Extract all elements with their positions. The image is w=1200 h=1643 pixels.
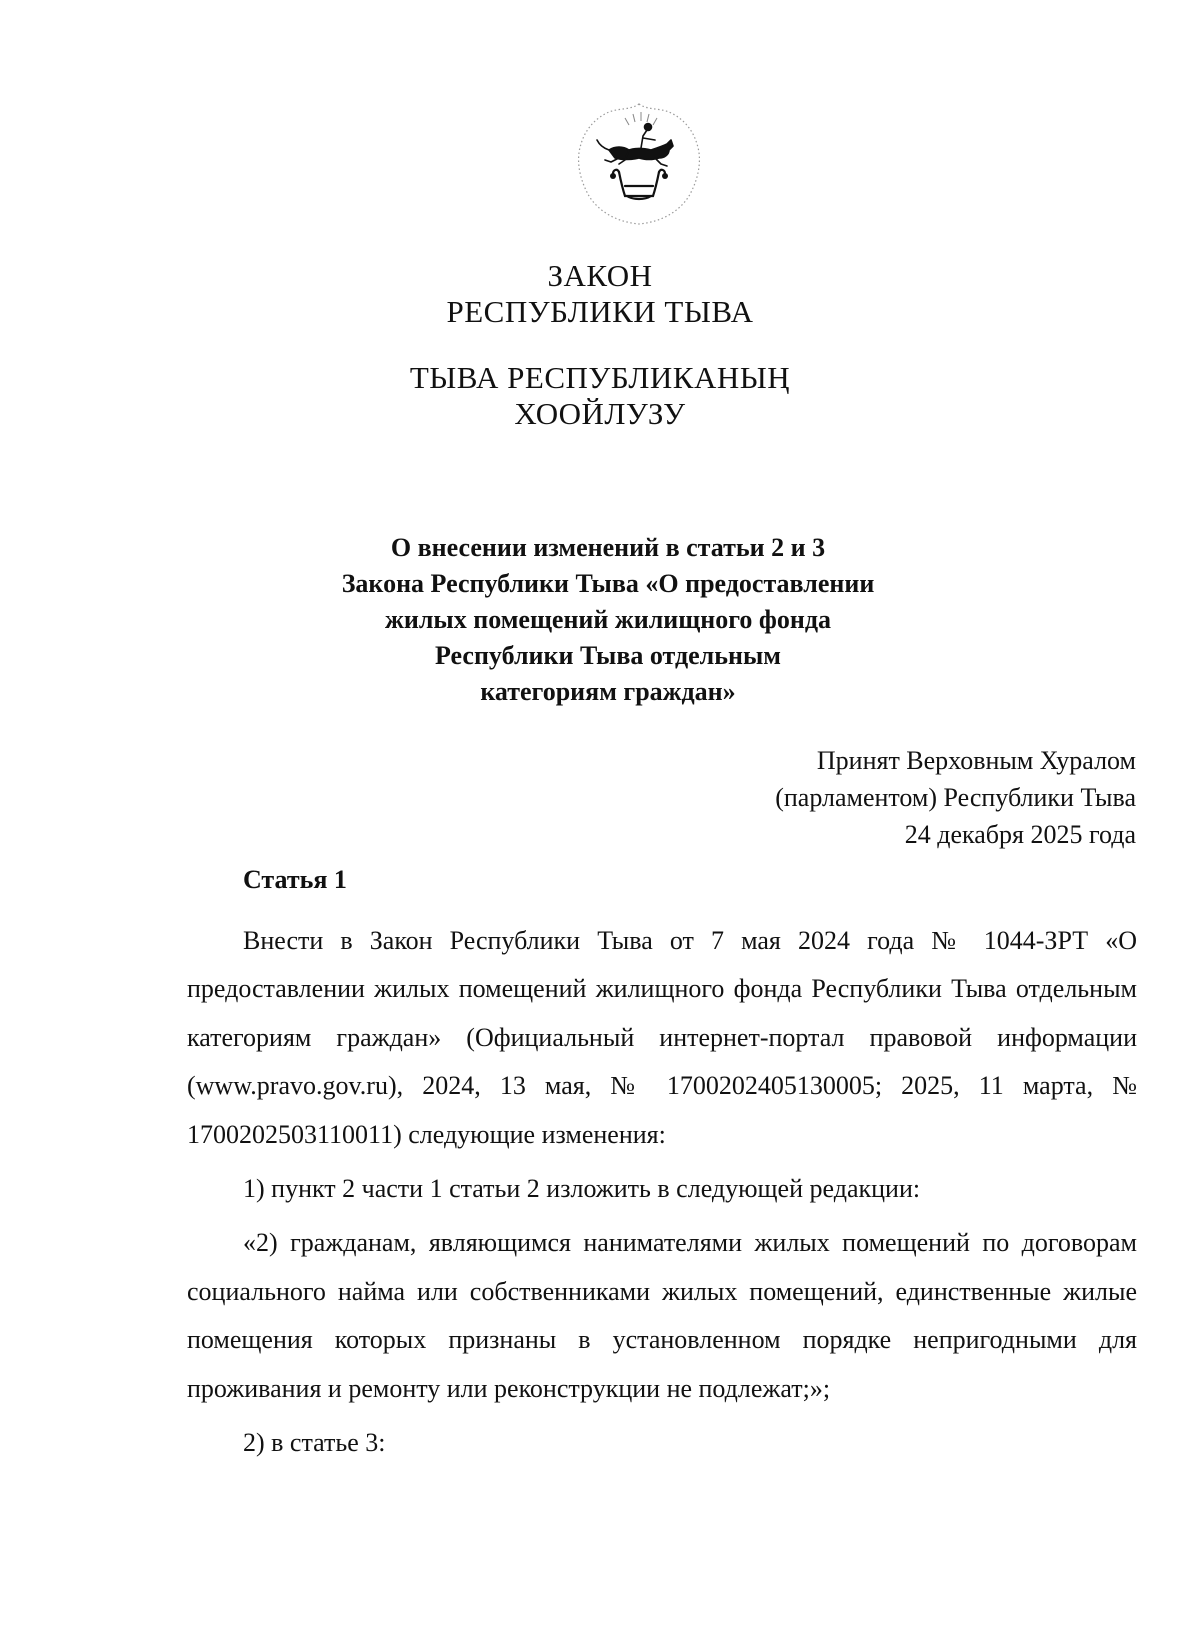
article-item-1: 1) пункт 2 части 1 статьи 2 изложить в следующей редакции: bbox=[243, 1174, 921, 1204]
article-item-1-text: «2) гражданам, являющимся нанимателями жилых помещений по договорам социального найма или собственниками жилых помещений, единственные жилые помещения которых признаны в установленном порядке непригодными для проживания и ремонту или реконструкции не подлежат;»; bbox=[187, 1228, 1137, 1403]
title-tv-line1: ТЫВА РЕСПУБЛИКАНЫҢ bbox=[409, 360, 791, 395]
subject-line1: О внесении изменений в статьи 2 и 3 bbox=[390, 533, 826, 562]
subject-line3: жилых помещений жилищного фонда bbox=[385, 605, 831, 634]
coat-of-arms-icon bbox=[569, 100, 709, 228]
subject-line5: категориям граждан» bbox=[480, 677, 736, 706]
article-body bbox=[187, 917, 1137, 1467]
title-tv-line2: ХООЙЛУЗУ bbox=[514, 396, 686, 431]
law-subject bbox=[300, 530, 916, 710]
subject-line4: Республики Тыва отдельным bbox=[435, 641, 781, 670]
title-ru-line2: РЕСПУБЛИКИ ТЫВА bbox=[446, 294, 754, 329]
law-title-tv bbox=[300, 360, 900, 432]
adopted-line3: 24 декабря 2025 года bbox=[904, 820, 1136, 849]
adoption-info bbox=[775, 742, 1136, 853]
article-heading: Статья 1 bbox=[243, 865, 347, 894]
article-intro: Внести в Закон Республики Тыва от 7 мая 2024 года № 1044-ЗРТ «О предоставлении жилых помещений жилищного фонда Республики Тыва отдельным категориям граждан» (Официальный интернет-портал правовой информации (www.pravo.gov.ru), 2024, 13 мая, № 1700202405130005; 2025, 11 марта, № 1700202503110011) следующие изменения: bbox=[187, 926, 1137, 1149]
adopted-line1: Принят Верховным Хуралом bbox=[816, 746, 1136, 775]
subject-line2: Закона Республики Тыва «О предоставлении bbox=[341, 569, 875, 598]
title-ru-line1: ЗАКОН bbox=[547, 258, 653, 293]
law-title-ru bbox=[300, 258, 900, 330]
adopted-line2: (парламентом) Республики Тыва bbox=[775, 783, 1136, 812]
article-item-2: 2) в статье 3: bbox=[243, 1428, 386, 1458]
